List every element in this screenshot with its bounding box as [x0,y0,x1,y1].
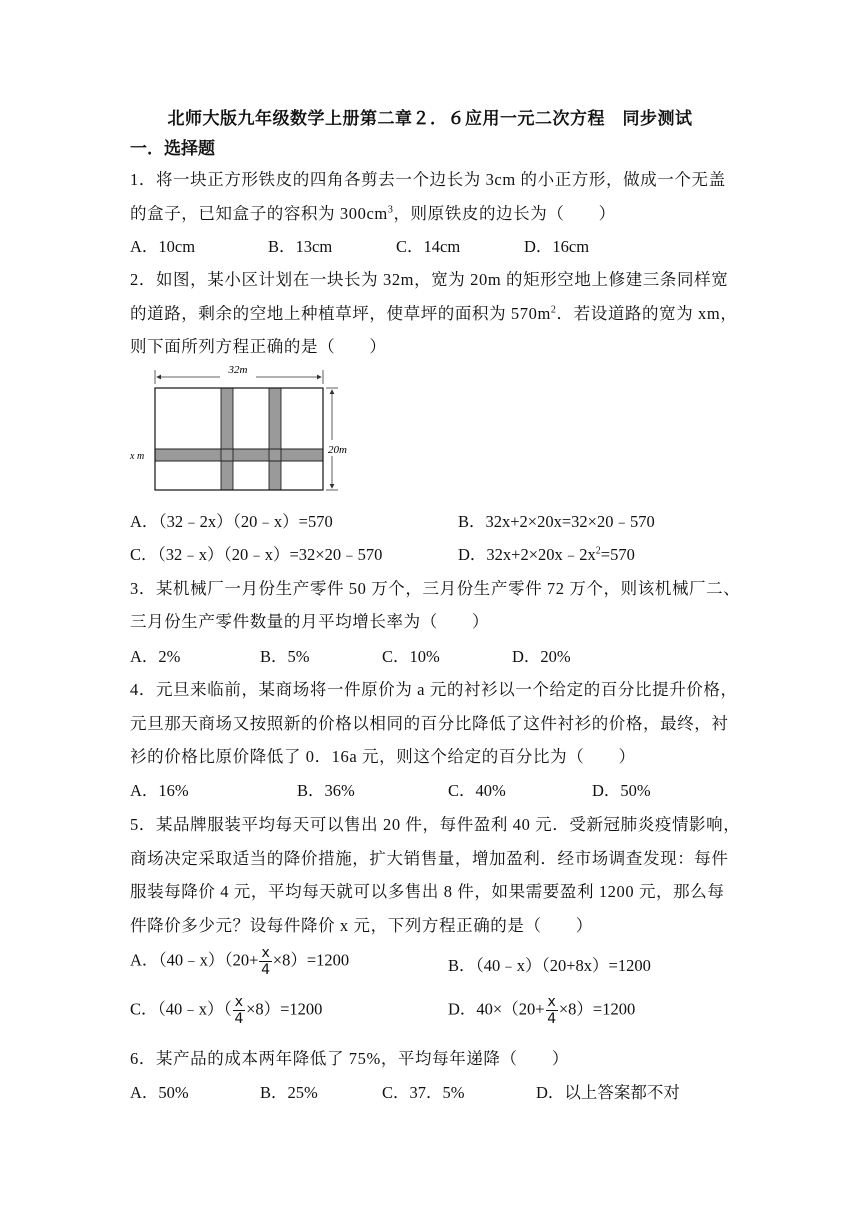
q2-option-c[interactable]: C．（32﹣x）（20﹣x）=32×20﹣570 [130,545,383,564]
q6-text-line1: 6．某产品的成本两年降低了 75%，平均每年递降（ ） [130,1049,569,1068]
fraction-x-over-4: $\frac{x}{4}$ [547,994,557,1027]
q4-text-line3: 衫的价格比原价降低了 0．16a 元，则这个给定的百分比为（ ） [130,747,636,766]
q1-option-c[interactable]: C．14cm [396,237,461,256]
q4-option-a[interactable]: A．16% [130,781,189,800]
q2-text-line1: 2．如图，某小区计划在一块长为 32m，宽为 20m 的矩形空地上修建三条同样宽 [130,270,729,289]
rectangle-lot [155,388,323,490]
q3-option-c[interactable]: C．10% [382,647,440,666]
q5-text-line3: 服装每降价 4 元，平均每天就可以多售出 8 件，如果需要盈利 1200 元，那么每 [130,882,725,901]
q2-text-line2: 的道路，剩余的空地上种植草坪，使草坪的面积为 $570m^2$．若设道路的宽为 xm， [130,304,738,323]
road-horizontal [155,449,323,461]
q3-option-d[interactable]: D．20% [512,647,571,666]
q5-text-line2: 商场决定采取适当的降价措施，扩大销售量，增加盈利．经市场调查发现：每件 [130,849,729,868]
q2-option-a[interactable]: A．（32﹣2x）（20﹣x）=570 [130,512,333,531]
q4-option-c[interactable]: C．40% [448,781,506,800]
q6-option-b[interactable]: B．25% [260,1083,318,1102]
q3-option-b[interactable]: B．5% [260,647,310,666]
q6-option-d[interactable]: D．以上答案都不对 [536,1083,680,1102]
section-heading: 一．选择题 [130,139,215,158]
q1-option-a[interactable]: A．10cm [130,237,196,256]
q5-text-line1: 5．某品牌服装平均每天可以售出 20 件，每件盈利 40 元．受新冠肺炎疫情影响， [130,815,741,834]
q5-option-c[interactable]: C．（40﹣x）（ $\frac{x}{4}$ ×8）=1200 [130,994,323,1027]
road-diagram [128,362,360,498]
q3-text-line1: 3．某机械厂一月份生产零件 50 万个，三月份生产零件 72 万个，则该机械厂二、 [130,579,741,598]
label-20m: 20m [328,444,347,456]
q4-option-d[interactable]: D．50% [592,781,651,800]
q6-option-a[interactable]: A．50% [130,1083,189,1102]
q2-option-b[interactable]: B．32x+2×20x=32×20﹣570 [458,512,655,531]
label-32m: 32m [228,364,248,376]
q1-text-line1: 1．将一块正方形铁皮的四角各剪去一个边长为 3cm 的小正方形，做成一个无盖 [130,170,726,189]
q1-option-d[interactable]: D．16cm [524,237,590,256]
q2-text-line3: 则下面所列方程正确的是（ ） [130,337,387,356]
road-vertical-2 [269,388,281,490]
fraction-x-over-4: $\frac{x}{4}$ [261,945,271,978]
q1-text-line2: 的盒子，已知盒子的容积为 $300cm^3$，则原铁皮的边长为（ ） [130,204,616,223]
superscript-2b: 2 [595,545,601,557]
q5-option-a[interactable]: A．（40﹣x）（20+ $\frac{x}{4}$ ×8）=1200 [130,945,350,978]
q2-option-d[interactable]: D．$32x+2\times 20x﹣2x^2=570$ [458,545,635,564]
q5-option-d[interactable]: D．40×（20+ $\frac{x}{4}$ ×8）=1200 [448,994,636,1027]
superscript-2: 2 [550,304,557,316]
label-xm: x m [130,451,145,462]
fraction-x-over-4: $\frac{x}{4}$ [234,994,244,1027]
q1-option-b[interactable]: B．13cm [268,237,333,256]
q5-text-line4: 件降价多少元？设每件降价 x 元，下列方程正确的是（ ） [130,916,593,935]
superscript-3: 3 [387,204,394,216]
q4-text-line1: 4．元旦来临前，某商场将一件原价为 a 元的衬衫以一个给定的百分比提升价格， [130,680,738,699]
road-vertical-1 [221,388,233,490]
q6-option-c[interactable]: C．37．5% [382,1083,465,1102]
q3-option-a[interactable]: A．2% [130,647,181,666]
q5-option-b[interactable]: B．（40﹣x）（20+8x）=1200 [448,956,651,975]
q3-text-line2: 三月份生产零件数量的月平均增长率为（ ） [130,612,490,631]
page-title: 北师大版九年级数学上册第二章２．６应用一元二次方程 同步测试 [167,109,693,128]
q4-option-b[interactable]: B．36% [297,781,355,800]
q4-text-line2: 元旦那天商场又按照新的价格以相同的百分比降低了这件衬衫的价格，最终，衬 [130,714,729,733]
